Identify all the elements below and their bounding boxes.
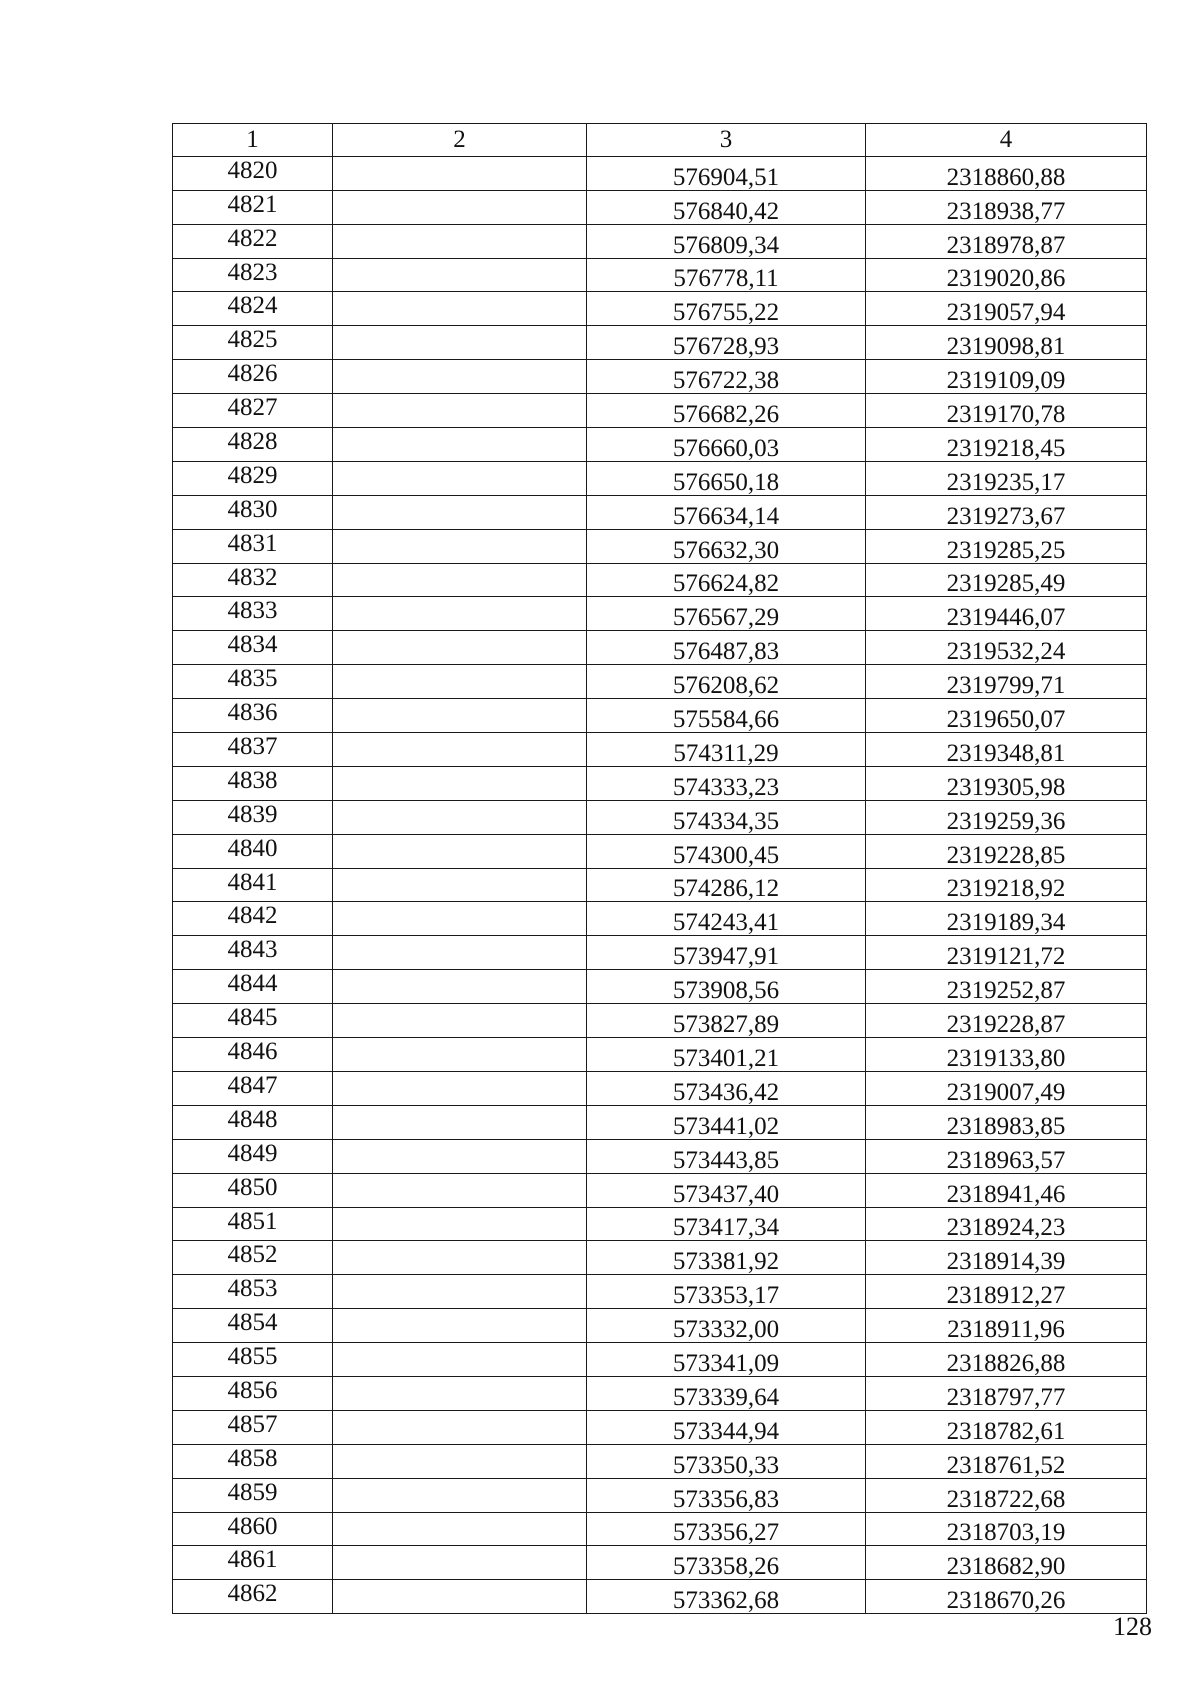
coordinate-y-cell: 2319109,09 bbox=[866, 360, 1147, 394]
point-number-cell: 4838 bbox=[173, 766, 333, 800]
coordinate-x-cell: 573344,94 bbox=[587, 1410, 866, 1444]
coordinate-x-cell: 573441,02 bbox=[587, 1105, 866, 1139]
column-2-cell bbox=[333, 461, 587, 495]
table-header bbox=[173, 124, 1147, 157]
page-number: 128 bbox=[1113, 1612, 1152, 1641]
column-2-cell bbox=[333, 1376, 587, 1410]
point-number-cell: 4831 bbox=[173, 529, 333, 563]
point-number-cell: 4835 bbox=[173, 665, 333, 699]
coordinate-y-cell: 2318912,27 bbox=[866, 1275, 1147, 1309]
table-row bbox=[173, 156, 1147, 190]
coordinate-x-cell: 576809,34 bbox=[587, 224, 866, 258]
column-2-cell bbox=[333, 1071, 587, 1105]
coordinate-x-cell: 576650,18 bbox=[587, 461, 866, 495]
table-row bbox=[173, 461, 1147, 495]
coordinate-y-cell: 2318860,88 bbox=[866, 156, 1147, 190]
coordinate-y-cell: 2319252,87 bbox=[866, 970, 1147, 1004]
table-row bbox=[173, 190, 1147, 224]
point-number-cell: 4849 bbox=[173, 1139, 333, 1173]
coordinate-x-cell: 573443,85 bbox=[587, 1139, 866, 1173]
table-row bbox=[173, 631, 1147, 665]
coordinate-y-cell: 2319259,36 bbox=[866, 800, 1147, 834]
column-2-cell bbox=[333, 495, 587, 529]
column-2-cell bbox=[333, 597, 587, 631]
column-2-cell bbox=[333, 156, 587, 190]
point-number-cell: 4840 bbox=[173, 834, 333, 868]
coordinate-x-cell: 574286,12 bbox=[587, 868, 866, 902]
column-2-cell bbox=[333, 800, 587, 834]
column-2-cell bbox=[333, 190, 587, 224]
coordinate-y-cell: 2319020,86 bbox=[866, 258, 1147, 292]
point-number-cell: 4852 bbox=[173, 1241, 333, 1275]
table-row bbox=[173, 326, 1147, 360]
column-2-cell bbox=[333, 1207, 587, 1241]
column-2-cell bbox=[333, 394, 587, 428]
table-row bbox=[173, 1139, 1147, 1173]
column-2-cell bbox=[333, 699, 587, 733]
column-2-cell bbox=[333, 834, 587, 868]
point-number-cell: 4822 bbox=[173, 224, 333, 258]
column-2-cell bbox=[333, 1580, 587, 1614]
coordinate-x-cell: 576487,83 bbox=[587, 631, 866, 665]
coordinate-y-cell: 2319218,45 bbox=[866, 428, 1147, 462]
column-2-cell bbox=[333, 631, 587, 665]
coordinate-x-cell: 573332,00 bbox=[587, 1309, 866, 1343]
column-2-cell bbox=[333, 970, 587, 1004]
table-row bbox=[173, 1478, 1147, 1512]
column-2-cell bbox=[333, 1410, 587, 1444]
point-number-cell: 4861 bbox=[173, 1546, 333, 1580]
column-2-cell bbox=[333, 1004, 587, 1038]
point-number-cell: 4845 bbox=[173, 1004, 333, 1038]
coordinate-y-cell: 2319228,87 bbox=[866, 1004, 1147, 1038]
point-number-cell: 4857 bbox=[173, 1410, 333, 1444]
point-number-cell: 4830 bbox=[173, 495, 333, 529]
coordinate-x-cell: 573436,42 bbox=[587, 1071, 866, 1105]
column-2-cell bbox=[333, 1275, 587, 1309]
table-row bbox=[173, 733, 1147, 767]
point-number-cell: 4820 bbox=[173, 156, 333, 190]
coordinate-y-cell: 2319273,67 bbox=[866, 495, 1147, 529]
coordinate-y-cell: 2318963,57 bbox=[866, 1139, 1147, 1173]
column-2-cell bbox=[333, 1478, 587, 1512]
table-row bbox=[173, 292, 1147, 326]
table-row bbox=[173, 800, 1147, 834]
coordinates-table bbox=[172, 123, 1147, 1614]
coordinate-x-cell: 574243,41 bbox=[587, 902, 866, 936]
point-number-cell: 4846 bbox=[173, 1038, 333, 1072]
coordinate-x-cell: 573350,33 bbox=[587, 1444, 866, 1478]
coordinate-x-cell: 576778,11 bbox=[587, 258, 866, 292]
coordinate-x-cell: 576632,30 bbox=[587, 529, 866, 563]
coordinate-y-cell: 2319348,81 bbox=[866, 733, 1147, 767]
point-number-cell: 4848 bbox=[173, 1105, 333, 1139]
table-row bbox=[173, 1410, 1147, 1444]
coordinate-x-cell: 573401,21 bbox=[587, 1038, 866, 1072]
coordinate-x-cell: 573437,40 bbox=[587, 1173, 866, 1207]
point-number-cell: 4855 bbox=[173, 1343, 333, 1377]
point-number-cell: 4824 bbox=[173, 292, 333, 326]
coordinate-y-cell: 2318682,90 bbox=[866, 1546, 1147, 1580]
point-number-cell: 4841 bbox=[173, 868, 333, 902]
coordinate-y-cell: 2319285,25 bbox=[866, 529, 1147, 563]
table-row bbox=[173, 1241, 1147, 1275]
coordinate-y-cell: 2318983,85 bbox=[866, 1105, 1147, 1139]
column-2-cell bbox=[333, 292, 587, 326]
coordinate-y-cell: 2318911,96 bbox=[866, 1309, 1147, 1343]
column-2-cell bbox=[333, 326, 587, 360]
table-row bbox=[173, 1004, 1147, 1038]
point-number-cell: 4843 bbox=[173, 936, 333, 970]
table-row bbox=[173, 766, 1147, 800]
coordinate-y-cell: 2319121,72 bbox=[866, 936, 1147, 970]
column-2-cell bbox=[333, 902, 587, 936]
table-row bbox=[173, 902, 1147, 936]
column-2-cell bbox=[333, 1173, 587, 1207]
coordinate-x-cell: 573908,56 bbox=[587, 970, 866, 1004]
coordinate-x-cell: 573353,17 bbox=[587, 1275, 866, 1309]
table-row bbox=[173, 360, 1147, 394]
coordinate-y-cell: 2319189,34 bbox=[866, 902, 1147, 936]
column-2-cell bbox=[333, 224, 587, 258]
coordinate-y-cell: 2318978,87 bbox=[866, 224, 1147, 258]
column-2-cell bbox=[333, 665, 587, 699]
point-number-cell: 4829 bbox=[173, 461, 333, 495]
coordinate-x-cell: 576728,93 bbox=[587, 326, 866, 360]
coordinate-x-cell: 574333,23 bbox=[587, 766, 866, 800]
point-number-cell: 4844 bbox=[173, 970, 333, 1004]
table-row bbox=[173, 597, 1147, 631]
coordinate-x-cell: 573947,91 bbox=[587, 936, 866, 970]
coordinate-y-cell: 2318941,46 bbox=[866, 1173, 1147, 1207]
column-2-cell bbox=[333, 563, 587, 597]
column-2-cell bbox=[333, 1343, 587, 1377]
coordinate-x-cell: 573381,92 bbox=[587, 1241, 866, 1275]
point-number-cell: 4854 bbox=[173, 1309, 333, 1343]
table-row bbox=[173, 258, 1147, 292]
point-number-cell: 4839 bbox=[173, 800, 333, 834]
coordinate-x-cell: 576682,26 bbox=[587, 394, 866, 428]
point-number-cell: 4836 bbox=[173, 699, 333, 733]
column-2-cell bbox=[333, 529, 587, 563]
coordinate-x-cell: 573827,89 bbox=[587, 1004, 866, 1038]
table-row bbox=[173, 936, 1147, 970]
point-number-cell: 4827 bbox=[173, 394, 333, 428]
coordinate-y-cell: 2318797,77 bbox=[866, 1376, 1147, 1410]
coordinate-y-cell: 2319305,98 bbox=[866, 766, 1147, 800]
table-row bbox=[173, 1444, 1147, 1478]
coordinate-x-cell: 576208,62 bbox=[587, 665, 866, 699]
coordinate-x-cell: 576624,82 bbox=[587, 563, 866, 597]
point-number-cell: 4832 bbox=[173, 563, 333, 597]
column-2-cell bbox=[333, 1139, 587, 1173]
table-row bbox=[173, 1309, 1147, 1343]
coordinate-x-cell: 576755,22 bbox=[587, 292, 866, 326]
coordinate-x-cell: 575584,66 bbox=[587, 699, 866, 733]
table-row bbox=[173, 394, 1147, 428]
column-2-cell bbox=[333, 936, 587, 970]
coordinate-y-cell: 2318670,26 bbox=[866, 1580, 1147, 1614]
point-number-cell: 4859 bbox=[173, 1478, 333, 1512]
header-col-4: 4 bbox=[866, 124, 1147, 157]
point-number-cell: 4821 bbox=[173, 190, 333, 224]
coordinate-x-cell: 576660,03 bbox=[587, 428, 866, 462]
table-row bbox=[173, 428, 1147, 462]
coordinate-y-cell: 2318938,77 bbox=[866, 190, 1147, 224]
point-number-cell: 4847 bbox=[173, 1071, 333, 1105]
coordinate-y-cell: 2318914,39 bbox=[866, 1241, 1147, 1275]
header-col-1: 1 bbox=[173, 124, 333, 157]
table-row bbox=[173, 834, 1147, 868]
coordinate-y-cell: 2319235,17 bbox=[866, 461, 1147, 495]
table-row bbox=[173, 1173, 1147, 1207]
table-row bbox=[173, 1376, 1147, 1410]
coordinate-x-cell: 576722,38 bbox=[587, 360, 866, 394]
coordinate-y-cell: 2319007,49 bbox=[866, 1071, 1147, 1105]
table-row bbox=[173, 563, 1147, 597]
column-2-cell bbox=[333, 1309, 587, 1343]
coordinate-x-cell: 573417,34 bbox=[587, 1207, 866, 1241]
coordinate-x-cell: 576567,29 bbox=[587, 597, 866, 631]
coordinate-y-cell: 2319228,85 bbox=[866, 834, 1147, 868]
coordinate-y-cell: 2319532,24 bbox=[866, 631, 1147, 665]
coordinate-x-cell: 573356,83 bbox=[587, 1478, 866, 1512]
coordinate-y-cell: 2318782,61 bbox=[866, 1410, 1147, 1444]
coordinate-x-cell: 574334,35 bbox=[587, 800, 866, 834]
point-number-cell: 4851 bbox=[173, 1207, 333, 1241]
coordinate-y-cell: 2318826,88 bbox=[866, 1343, 1147, 1377]
column-2-cell bbox=[333, 868, 587, 902]
coordinate-y-cell: 2319285,49 bbox=[866, 563, 1147, 597]
coordinate-x-cell: 573356,27 bbox=[587, 1512, 866, 1546]
table-row bbox=[173, 495, 1147, 529]
coordinate-x-cell: 573339,64 bbox=[587, 1376, 866, 1410]
coordinate-x-cell: 576840,42 bbox=[587, 190, 866, 224]
coordinate-x-cell: 576904,51 bbox=[587, 156, 866, 190]
table-row bbox=[173, 699, 1147, 733]
table-row bbox=[173, 1546, 1147, 1580]
point-number-cell: 4828 bbox=[173, 428, 333, 462]
point-number-cell: 4825 bbox=[173, 326, 333, 360]
coordinate-y-cell: 2318924,23 bbox=[866, 1207, 1147, 1241]
point-number-cell: 4823 bbox=[173, 258, 333, 292]
coordinate-x-cell: 576634,14 bbox=[587, 495, 866, 529]
point-number-cell: 4837 bbox=[173, 733, 333, 767]
table-row bbox=[173, 970, 1147, 1004]
coordinate-y-cell: 2319799,71 bbox=[866, 665, 1147, 699]
table-row bbox=[173, 529, 1147, 563]
point-number-cell: 4833 bbox=[173, 597, 333, 631]
coordinate-y-cell: 2319133,80 bbox=[866, 1038, 1147, 1072]
coordinate-x-cell: 573362,68 bbox=[587, 1580, 866, 1614]
coordinate-y-cell: 2319446,07 bbox=[866, 597, 1147, 631]
coordinate-y-cell: 2318722,68 bbox=[866, 1478, 1147, 1512]
header-col-3: 3 bbox=[587, 124, 866, 157]
column-2-cell bbox=[333, 1512, 587, 1546]
point-number-cell: 4856 bbox=[173, 1376, 333, 1410]
coordinate-x-cell: 573341,09 bbox=[587, 1343, 866, 1377]
point-number-cell: 4850 bbox=[173, 1173, 333, 1207]
coordinate-y-cell: 2319218,92 bbox=[866, 868, 1147, 902]
table-row bbox=[173, 1071, 1147, 1105]
point-number-cell: 4858 bbox=[173, 1444, 333, 1478]
table-row bbox=[173, 1512, 1147, 1546]
table-body bbox=[173, 156, 1147, 1613]
table-row bbox=[173, 1038, 1147, 1072]
point-number-cell: 4834 bbox=[173, 631, 333, 665]
coordinate-y-cell: 2318703,19 bbox=[866, 1512, 1147, 1546]
column-2-cell bbox=[333, 1105, 587, 1139]
column-2-cell bbox=[333, 360, 587, 394]
point-number-cell: 4860 bbox=[173, 1512, 333, 1546]
column-2-cell bbox=[333, 428, 587, 462]
column-2-cell bbox=[333, 1444, 587, 1478]
point-number-cell: 4853 bbox=[173, 1275, 333, 1309]
column-2-cell bbox=[333, 733, 587, 767]
column-2-cell bbox=[333, 1546, 587, 1580]
coordinate-y-cell: 2319170,78 bbox=[866, 394, 1147, 428]
coordinate-x-cell: 573358,26 bbox=[587, 1546, 866, 1580]
table-row bbox=[173, 1343, 1147, 1377]
coordinate-y-cell: 2319057,94 bbox=[866, 292, 1147, 326]
table-row bbox=[173, 1207, 1147, 1241]
table-row bbox=[173, 224, 1147, 258]
coordinate-x-cell: 574311,29 bbox=[587, 733, 866, 767]
coordinate-y-cell: 2319650,07 bbox=[866, 699, 1147, 733]
table-row bbox=[173, 1275, 1147, 1309]
column-2-cell bbox=[333, 1241, 587, 1275]
coordinate-x-cell: 574300,45 bbox=[587, 834, 866, 868]
table-row bbox=[173, 1105, 1147, 1139]
table-row bbox=[173, 1580, 1147, 1614]
coordinate-y-cell: 2319098,81 bbox=[866, 326, 1147, 360]
column-2-cell bbox=[333, 258, 587, 292]
point-number-cell: 4862 bbox=[173, 1580, 333, 1614]
point-number-cell: 4826 bbox=[173, 360, 333, 394]
header-col-2: 2 bbox=[333, 124, 587, 157]
column-2-cell bbox=[333, 1038, 587, 1072]
coordinate-y-cell: 2318761,52 bbox=[866, 1444, 1147, 1478]
table-row bbox=[173, 868, 1147, 902]
table-row bbox=[173, 665, 1147, 699]
header-row bbox=[173, 124, 1147, 157]
column-2-cell bbox=[333, 766, 587, 800]
point-number-cell: 4842 bbox=[173, 902, 333, 936]
